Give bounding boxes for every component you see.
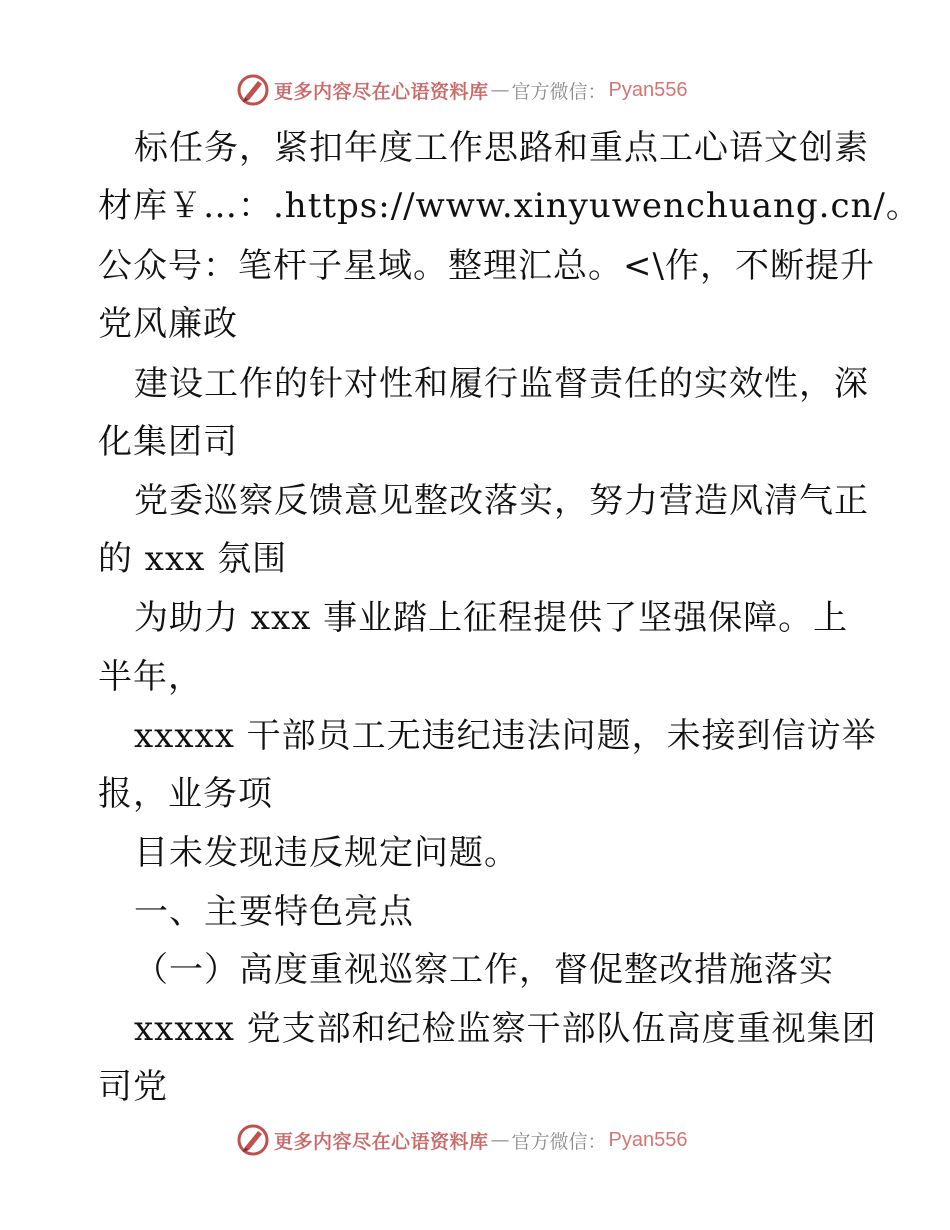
body-line: 党委巡察反馈意见整改落实，努力营造风清气正 xyxy=(134,481,869,521)
body-line xyxy=(98,184,921,228)
body-line: 的 xxx 氛围 xyxy=(98,539,288,579)
body-line: xxxxx 干部员工无违纪违法问题，未接到信访举 xyxy=(134,716,877,756)
body-line: 目未发现违反规定问题。 xyxy=(134,833,519,873)
watermark-wechat-label: 官方微信： xyxy=(511,80,607,103)
body-line: 标任务，紧扣年度工作思路和重点工心语文创素 xyxy=(134,128,869,168)
body-line: 建设工作的针对性和履行监督责任的实效性，深 xyxy=(134,364,869,404)
watermark-footer xyxy=(236,1122,716,1158)
body-line: 为助力 xxx 事业踏上征程提供了坚强保障。上 xyxy=(134,598,849,638)
watermark-dash: — xyxy=(490,79,510,101)
body-line: xxxxx 党支部和纪检监察干部队伍高度重视集团 xyxy=(134,1009,877,1049)
body-line: 党风廉政 xyxy=(98,304,238,344)
watermark-wechat-id: Pyan556 xyxy=(608,1128,688,1151)
body-line: 报，业务项 xyxy=(98,774,273,814)
body-line: 半年， xyxy=(98,657,203,697)
body-line: 公众号：笔杆子星域。整理汇总。<\作，不断提升 xyxy=(98,246,875,286)
watermark-brand: 更多内容尽在心语资料库 xyxy=(274,1130,489,1153)
pen-logo-icon xyxy=(236,73,270,107)
subsection-heading: （一）高度重视巡察工作，督促整改措施落实 xyxy=(134,950,834,990)
watermark-brand: 更多内容尽在心语资料库 xyxy=(274,80,489,103)
watermark-wechat-label: 官方微信： xyxy=(511,1130,607,1153)
body-line: 司党 xyxy=(98,1067,168,1107)
pen-logo-icon xyxy=(236,1123,270,1157)
watermark-wechat-id: Pyan556 xyxy=(608,78,688,101)
section-heading: 一、主要特色亮点 xyxy=(134,892,414,932)
body-line-text: 材库￥…：.https://www.xinyuwenchuang.cn/。 xyxy=(98,186,921,226)
body-line: 化集团司 xyxy=(98,422,238,462)
watermark-dash: — xyxy=(490,1129,510,1151)
watermark-header xyxy=(236,72,716,108)
